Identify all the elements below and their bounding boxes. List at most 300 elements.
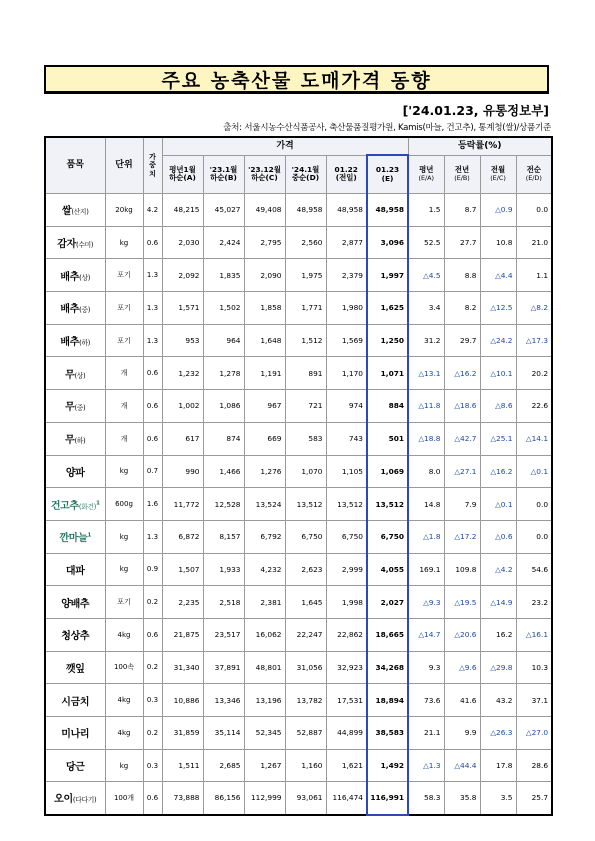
unit-cell: kg <box>105 226 143 259</box>
table-row <box>45 292 552 325</box>
table-row <box>45 782 552 815</box>
header-price-col-label: 01.22 <box>334 164 358 174</box>
price-cell: 1,571 <box>162 292 203 325</box>
unit-cell: kg <box>105 749 143 782</box>
table-row <box>45 390 552 423</box>
price-cell: 1,858 <box>244 292 285 325</box>
table-row <box>45 749 552 782</box>
item-name: 오이 <box>54 794 73 806</box>
rate-cell: 1.1 <box>516 259 552 292</box>
rate-cell: 17.8 <box>480 749 516 782</box>
price-cell: 22,247 <box>285 618 326 651</box>
header-price-col <box>326 155 367 194</box>
price-cell: 891 <box>285 357 326 390</box>
rate-cell: 8.0 <box>408 455 444 488</box>
price-cell: 6,750 <box>367 520 408 553</box>
price-cell: 86,156 <box>203 782 244 815</box>
item-cell <box>45 618 105 651</box>
rate-cell: 58.3 <box>408 782 444 815</box>
item-name: 청상추 <box>61 631 90 643</box>
price-cell: 2,235 <box>162 586 203 619</box>
rate-cell: △20.6 <box>444 618 480 651</box>
price-cell: 73,888 <box>162 782 203 815</box>
price-cell: 13,782 <box>285 684 326 717</box>
weight-cell: 1.3 <box>143 324 162 357</box>
item-cell <box>45 684 105 717</box>
price-cell: 974 <box>326 390 367 423</box>
header-rate-group: 등락률(%) <box>408 137 552 155</box>
price-cell: 2,030 <box>162 226 203 259</box>
price-cell: 1,645 <box>285 586 326 619</box>
price-cell: 21,875 <box>162 618 203 651</box>
price-cell: 18,665 <box>367 618 408 651</box>
unit-cell: 4kg <box>105 618 143 651</box>
rate-cell: △13.1 <box>408 357 444 390</box>
weight-cell: 0.3 <box>143 684 162 717</box>
price-cell: 884 <box>367 390 408 423</box>
rate-cell: 109.8 <box>444 553 480 586</box>
report-title-box <box>44 65 549 94</box>
price-cell: 2,027 <box>367 586 408 619</box>
weight-cell: 0.6 <box>143 390 162 423</box>
price-cell: 23,517 <box>203 618 244 651</box>
rate-cell: △8.6 <box>480 390 516 423</box>
report-title: 주요 농축산물 도매가격 동향 <box>161 69 432 92</box>
price-cell: 52,887 <box>285 717 326 750</box>
table-row <box>45 324 552 357</box>
item-cell <box>45 226 105 259</box>
item-qualifier: (상) <box>79 273 91 282</box>
unit-cell: kg <box>105 520 143 553</box>
price-cell: 721 <box>285 390 326 423</box>
price-cell: 1,071 <box>367 357 408 390</box>
rate-cell: △16.2 <box>444 357 480 390</box>
rate-cell: △12.5 <box>480 292 516 325</box>
item-qualifier: (산지) <box>71 208 89 217</box>
price-cell: 112,999 <box>244 782 285 815</box>
item-name: 깻잎 <box>65 663 85 675</box>
price-cell: 48,958 <box>285 194 326 227</box>
rate-cell: 8.7 <box>444 194 480 227</box>
price-cell: 1,569 <box>326 324 367 357</box>
weight-cell: 0.7 <box>143 455 162 488</box>
price-cell: 3,096 <box>367 226 408 259</box>
rate-cell: 22.6 <box>516 390 552 423</box>
price-cell: 990 <box>162 455 203 488</box>
item-name: 배추 <box>60 337 80 349</box>
rate-cell: 27.7 <box>444 226 480 259</box>
price-cell: 1,002 <box>162 390 203 423</box>
rate-cell: △16.1 <box>516 618 552 651</box>
weight-cell: 0.6 <box>143 357 162 390</box>
item-cell <box>45 357 105 390</box>
item-qualifier: (중) <box>74 404 86 413</box>
weight-cell: 0.6 <box>143 618 162 651</box>
item-name: 배추 <box>60 271 80 283</box>
weight-cell: 0.2 <box>143 651 162 684</box>
price-cell: 6,750 <box>326 520 367 553</box>
header-rate-col-sub: (E/A) <box>418 173 435 182</box>
unit-cell: kg <box>105 553 143 586</box>
rate-cell: 0.0 <box>516 194 552 227</box>
rate-cell: △18.8 <box>408 422 444 455</box>
price-cell: 1,507 <box>162 553 203 586</box>
unit-cell: kg <box>105 455 143 488</box>
rate-cell: △25.1 <box>480 422 516 455</box>
rate-cell: 28.6 <box>516 749 552 782</box>
weight-cell: 0.2 <box>143 717 162 750</box>
price-cell: 964 <box>203 324 244 357</box>
price-cell: 1,232 <box>162 357 203 390</box>
price-cell: 48,215 <box>162 194 203 227</box>
price-cell: 12,528 <box>203 488 244 521</box>
item-name: 양파 <box>65 467 85 479</box>
weight-cell: 0.6 <box>143 226 162 259</box>
price-cell: 6,872 <box>162 520 203 553</box>
price-cell: 22,862 <box>326 618 367 651</box>
price-cell: 6,750 <box>285 520 326 553</box>
rate-cell: 54.6 <box>516 553 552 586</box>
rate-cell: △0.6 <box>480 520 516 553</box>
rate-cell: 31.2 <box>408 324 444 357</box>
price-cell: 2,877 <box>326 226 367 259</box>
price-cell: 1,980 <box>326 292 367 325</box>
price-cell: 8,157 <box>203 520 244 553</box>
price-cell: 2,090 <box>244 259 285 292</box>
weight-cell: 0.6 <box>143 782 162 815</box>
price-cell: 1,997 <box>367 259 408 292</box>
price-cell: 1,170 <box>326 357 367 390</box>
rate-cell: 23.2 <box>516 586 552 619</box>
price-table <box>44 136 553 816</box>
price-cell: 967 <box>244 390 285 423</box>
table-row <box>45 194 552 227</box>
price-cell: 2,518 <box>203 586 244 619</box>
rate-cell: △9.3 <box>408 586 444 619</box>
header-rate-col-sub: (E/B) <box>454 173 470 182</box>
rate-cell: 10.3 <box>516 651 552 684</box>
rate-cell: △10.1 <box>480 357 516 390</box>
rate-cell: 1.5 <box>408 194 444 227</box>
rate-cell: △19.5 <box>444 586 480 619</box>
weight-cell: 0.9 <box>143 553 162 586</box>
rate-cell: △27.1 <box>444 455 480 488</box>
item-name: 배추 <box>60 304 80 316</box>
price-cell: 11,772 <box>162 488 203 521</box>
table-row <box>45 226 552 259</box>
header-price-group: 가격 <box>162 137 408 155</box>
item-name: 쌀 <box>61 206 72 218</box>
header-price-col-label: 01.23 <box>375 164 400 174</box>
item-qualifier: (하) <box>74 437 86 446</box>
price-cell: 1,278 <box>203 357 244 390</box>
item-qualifier: (상) <box>74 371 86 380</box>
price-cell: 2,381 <box>244 586 285 619</box>
rate-cell: 169.1 <box>408 553 444 586</box>
weight-cell: 4.2 <box>143 194 162 227</box>
header-price-col-sub: 중순(D) <box>291 173 320 183</box>
price-cell: 2,795 <box>244 226 285 259</box>
rate-cell: △4.5 <box>408 259 444 292</box>
item-name: 양배추 <box>61 598 90 610</box>
price-cell: 13,512 <box>285 488 326 521</box>
table-row <box>45 684 552 717</box>
rate-cell: 29.7 <box>444 324 480 357</box>
item-cell <box>45 324 105 357</box>
rate-cell: △9.6 <box>444 651 480 684</box>
price-cell: 669 <box>244 422 285 455</box>
header-price-col <box>244 155 285 194</box>
price-cell: 617 <box>162 422 203 455</box>
rate-cell: 0.0 <box>516 520 552 553</box>
price-cell: 583 <box>285 422 326 455</box>
price-cell: 1,267 <box>244 749 285 782</box>
unit-cell: 개 <box>105 422 143 455</box>
header-rate-col <box>444 155 480 194</box>
price-cell: 1,621 <box>326 749 367 782</box>
item-cell <box>45 717 105 750</box>
header-price-col <box>162 155 203 194</box>
item-name: 무 <box>65 402 75 414</box>
unit-cell: 포기 <box>105 324 143 357</box>
rate-cell: 9.9 <box>444 717 480 750</box>
price-cell: 6,792 <box>244 520 285 553</box>
price-cell: 1,105 <box>326 455 367 488</box>
table-row <box>45 586 552 619</box>
price-cell: 2,424 <box>203 226 244 259</box>
rate-cell: 43.2 <box>480 684 516 717</box>
price-cell: 4,055 <box>367 553 408 586</box>
price-cell: 1,070 <box>285 455 326 488</box>
price-cell: 49,408 <box>244 194 285 227</box>
unit-cell: 개 <box>105 357 143 390</box>
weight-cell: 0.6 <box>143 422 162 455</box>
price-cell: 1,250 <box>367 324 408 357</box>
unit-cell: 100개 <box>105 782 143 815</box>
rate-cell: △27.0 <box>516 717 552 750</box>
price-cell: 48,958 <box>367 194 408 227</box>
header-price-col-label: '23.1월 <box>209 164 238 174</box>
item-cell <box>45 292 105 325</box>
header-rate-col-sub: (E/D) <box>525 173 542 182</box>
item-qualifier: (하) <box>79 339 91 348</box>
price-cell: 1,975 <box>285 259 326 292</box>
item-name: 미나리 <box>61 729 90 741</box>
rate-cell: △42.7 <box>444 422 480 455</box>
rate-cell: △14.9 <box>480 586 516 619</box>
rate-cell: △1.3 <box>408 749 444 782</box>
price-cell: 1,502 <box>203 292 244 325</box>
rate-cell: 21.1 <box>408 717 444 750</box>
rate-cell: 9.3 <box>408 651 444 684</box>
rate-cell: △18.6 <box>444 390 480 423</box>
item-cell <box>45 651 105 684</box>
unit-cell: 포기 <box>105 586 143 619</box>
item-name: 시금치 <box>61 696 90 708</box>
item-qualifier: (다다기) <box>72 796 97 805</box>
price-cell: 18,894 <box>367 684 408 717</box>
header-price-col-label: '24.1월 <box>291 164 320 174</box>
price-cell: 13,346 <box>203 684 244 717</box>
header-price-col <box>367 155 408 194</box>
header-price-col-label: 평년1월 <box>169 164 196 174</box>
header-weight: 가중치 <box>143 137 162 194</box>
price-cell: 1,933 <box>203 553 244 586</box>
report-date: ['24.01.23, 유통정보부] <box>402 103 549 118</box>
price-cell: 45,027 <box>203 194 244 227</box>
rate-cell: △1.8 <box>408 520 444 553</box>
rate-cell: 3.4 <box>408 292 444 325</box>
price-cell: 2,623 <box>285 553 326 586</box>
price-cell: 32,923 <box>326 651 367 684</box>
header-rate-col-label: 전월 <box>490 165 506 175</box>
item-footnote-mark: 1 <box>87 532 92 539</box>
item-qualifier: (수미) <box>75 241 94 250</box>
price-cell: 35,114 <box>203 717 244 750</box>
price-cell: 1,771 <box>285 292 326 325</box>
price-cell: 743 <box>326 422 367 455</box>
rate-cell: 10.8 <box>480 226 516 259</box>
header-price-col <box>203 155 244 194</box>
header-price-col-sub: (E) <box>381 173 394 183</box>
header-rate-col-label: 평년 <box>419 165 434 175</box>
table-row <box>45 422 552 455</box>
price-cell: 1,998 <box>326 586 367 619</box>
rate-cell: 16.2 <box>480 618 516 651</box>
item-cell <box>45 520 105 553</box>
rate-cell: 20.2 <box>516 357 552 390</box>
rate-cell: 21.0 <box>516 226 552 259</box>
price-cell: 17,531 <box>326 684 367 717</box>
item-qualifier: (중) <box>79 306 91 315</box>
header-price-col-sub: 하순(B) <box>210 173 237 183</box>
rate-cell: △4.4 <box>480 259 516 292</box>
price-cell: 48,958 <box>326 194 367 227</box>
unit-cell: 포기 <box>105 292 143 325</box>
table-row <box>45 553 552 586</box>
rate-cell: 25.7 <box>516 782 552 815</box>
price-cell: 1,160 <box>285 749 326 782</box>
item-cell <box>45 553 105 586</box>
weight-cell: 0.3 <box>143 749 162 782</box>
item-name: 무 <box>65 369 75 381</box>
price-cell: 1,276 <box>244 455 285 488</box>
price-cell: 13,512 <box>367 488 408 521</box>
price-cell: 1,466 <box>203 455 244 488</box>
table-row <box>45 520 552 553</box>
price-cell: 501 <box>367 422 408 455</box>
item-name: 건고추 <box>50 500 79 512</box>
header-price-col <box>285 155 326 194</box>
price-cell: 1,086 <box>203 390 244 423</box>
header-rate-col-label: 전순 <box>526 165 541 175</box>
rate-cell: △17.3 <box>516 324 552 357</box>
price-cell: 48,801 <box>244 651 285 684</box>
rate-cell: △8.2 <box>516 292 552 325</box>
price-cell: 52,345 <box>244 717 285 750</box>
item-cell <box>45 422 105 455</box>
rate-cell: △44.4 <box>444 749 480 782</box>
header-price-col-sub: 하순(A) <box>169 173 196 183</box>
price-cell: 44,899 <box>326 717 367 750</box>
rate-cell: 41.6 <box>444 684 480 717</box>
item-cell <box>45 194 105 227</box>
price-cell: 116,474 <box>326 782 367 815</box>
unit-cell: 600g <box>105 488 143 521</box>
price-cell: 2,999 <box>326 553 367 586</box>
weight-cell: 1.3 <box>143 292 162 325</box>
data-source: 출처: 서울시농수산식품공사, 축산물품질평가원, Kamis(마늘, 건고추), 통계청(쌀)/상품기준 <box>223 123 551 133</box>
rate-cell: 37.1 <box>516 684 552 717</box>
unit-cell: 4kg <box>105 717 143 750</box>
price-cell: 116,991 <box>367 782 408 815</box>
rate-cell: △14.7 <box>408 618 444 651</box>
rate-cell: 8.2 <box>444 292 480 325</box>
table-row <box>45 717 552 750</box>
item-name: 대파 <box>65 565 85 577</box>
item-cell <box>45 390 105 423</box>
price-cell: 2,092 <box>162 259 203 292</box>
item-cell <box>45 259 105 292</box>
item-cell <box>45 586 105 619</box>
price-cell: 1,511 <box>162 749 203 782</box>
header-rate-col <box>480 155 516 194</box>
table-row <box>45 357 552 390</box>
price-cell: 2,379 <box>326 259 367 292</box>
rate-cell: 3.5 <box>480 782 516 815</box>
table-row <box>45 455 552 488</box>
price-cell: 1,835 <box>203 259 244 292</box>
item-name: 무 <box>65 435 75 447</box>
item-cell <box>45 749 105 782</box>
rate-cell: 14.8 <box>408 488 444 521</box>
price-cell: 31,340 <box>162 651 203 684</box>
price-cell: 1,069 <box>367 455 408 488</box>
price-cell: 1,191 <box>244 357 285 390</box>
header-unit: 단위 <box>105 137 143 194</box>
weight-cell: 1.6 <box>143 488 162 521</box>
price-cell: 1,625 <box>367 292 408 325</box>
weight-cell: 0.2 <box>143 586 162 619</box>
item-cell <box>45 782 105 815</box>
item-name: 감자 <box>57 239 76 251</box>
header-price-col-sub: (전일) <box>335 173 357 183</box>
price-cell: 874 <box>203 422 244 455</box>
rate-cell: 0.0 <box>516 488 552 521</box>
rate-cell: △16.2 <box>480 455 516 488</box>
unit-cell: 100속 <box>105 651 143 684</box>
table-row <box>45 651 552 684</box>
header-rate-col-label: 전년 <box>454 165 470 175</box>
header-price-col-sub: 하순(C) <box>251 173 278 183</box>
header-item: 품목 <box>45 137 105 194</box>
rate-cell: △29.8 <box>480 651 516 684</box>
rate-cell: △4.2 <box>480 553 516 586</box>
header-rate-col-sub: (E/C) <box>490 173 506 182</box>
unit-cell: 포기 <box>105 259 143 292</box>
rate-cell: 8.8 <box>444 259 480 292</box>
weight-cell: 1.3 <box>143 520 162 553</box>
table-row <box>45 488 552 521</box>
rate-cell: △0.1 <box>516 455 552 488</box>
header-price-col-label: '23.12월 <box>248 164 281 174</box>
price-cell: 37,891 <box>203 651 244 684</box>
rate-cell: △24.2 <box>480 324 516 357</box>
item-name: 당근 <box>65 762 85 774</box>
price-cell: 1,512 <box>285 324 326 357</box>
price-cell: 93,061 <box>285 782 326 815</box>
rate-cell: △0.9 <box>480 194 516 227</box>
